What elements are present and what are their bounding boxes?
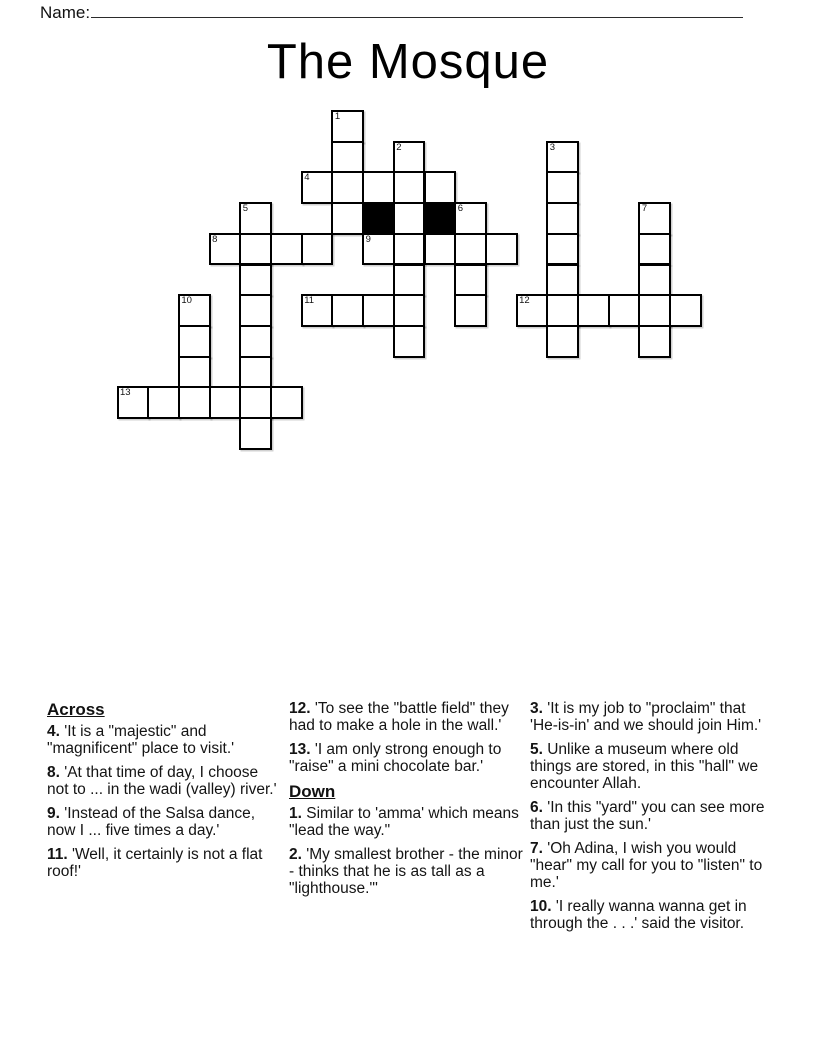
answer-cell[interactable]: [546, 233, 579, 266]
clue-number-label: 7.: [530, 840, 548, 857]
answer-cell[interactable]: [577, 294, 610, 327]
answer-cell[interactable]: [393, 202, 426, 235]
clue-number-label: 11.: [47, 846, 72, 863]
answer-cell[interactable]: [362, 294, 395, 327]
clue-13: 13. 'I am only strong enough to "raise" a mini chocolate bar.': [289, 741, 502, 775]
clue-12: 12. 'To see the "battle field" they had to make a hole in the wall.': [289, 700, 509, 734]
answer-cell[interactable]: [178, 356, 211, 389]
answer-cell[interactable]: [546, 294, 579, 327]
cell-number: 10: [181, 295, 192, 307]
clue-8: 8. 'At that time of day, I choose not to ... in the wadi (valley) river.': [47, 764, 277, 798]
answer-cell[interactable]: [393, 325, 426, 358]
clue-1: 1. Similar to 'amma' which means "lead the way.": [289, 805, 519, 839]
clue-column-2: [289, 700, 524, 904]
answer-cell[interactable]: [546, 141, 579, 174]
cell-number: 2: [396, 141, 402, 153]
answer-cell[interactable]: [239, 233, 272, 266]
clue-5: 5. Unlike a museum where old things are stored, in this "hall" we encounter Allah.: [530, 741, 759, 792]
answer-cell[interactable]: [638, 233, 671, 266]
answer-cell[interactable]: [669, 294, 702, 327]
cell-number: 4: [304, 172, 310, 184]
clue-11: 11. 'Well, it certainly is not a flat roof!': [47, 846, 263, 880]
answer-cell[interactable]: [546, 325, 579, 358]
answer-cell[interactable]: [178, 325, 211, 358]
clue-number-label: 13.: [289, 741, 315, 758]
answer-cell[interactable]: [393, 294, 426, 327]
across-header: Across: [47, 700, 105, 719]
down-header: Down: [289, 782, 336, 801]
answer-cell[interactable]: [331, 110, 364, 143]
clue-2: 2. 'My smallest brother - the minor - thinks that he is as tall as a "lighthouse."': [289, 846, 523, 897]
answer-cell[interactable]: [638, 264, 671, 297]
answer-cell[interactable]: [393, 171, 426, 204]
name-row: [40, 3, 90, 23]
cell-number: 5: [242, 203, 249, 215]
answer-cell[interactable]: [147, 386, 180, 419]
answer-cell[interactable]: [516, 294, 549, 327]
clue-column-1: [47, 700, 280, 887]
answer-cell[interactable]: [454, 294, 487, 327]
clue-number-label: 1.: [289, 805, 307, 822]
answer-cell[interactable]: [454, 202, 487, 235]
answer-cell[interactable]: [546, 264, 579, 297]
answer-cell[interactable]: [209, 386, 242, 419]
answer-cell[interactable]: [209, 233, 242, 266]
answer-cell[interactable]: [239, 356, 272, 389]
answer-cell[interactable]: [239, 264, 272, 297]
clue-number-label: 8.: [47, 764, 65, 781]
answer-cell[interactable]: [301, 294, 334, 327]
clue-3: 3. 'It is my job to "proclaim" that 'He-is-in' and we should join Him.': [530, 700, 762, 734]
clue-number-label: 12.: [289, 700, 315, 717]
clue-number-label: 6.: [530, 799, 548, 816]
answer-cell[interactable]: [638, 294, 671, 327]
black-cell: [362, 202, 395, 235]
cell-number: 3: [549, 141, 556, 153]
clue-7: 7. 'Oh Adina, I wish you would "hear" my call for you to "listen" to me.': [530, 840, 763, 891]
clue-column-3: [530, 700, 768, 939]
cell-number: 13: [120, 387, 131, 399]
cell-number: 6: [457, 203, 463, 215]
answer-cell[interactable]: [117, 386, 150, 419]
answer-cell[interactable]: [362, 171, 395, 204]
answer-cell[interactable]: [178, 386, 211, 419]
answer-cell[interactable]: [424, 171, 457, 204]
answer-cell[interactable]: [546, 171, 579, 204]
cell-number: 1: [334, 111, 341, 122]
name-label: Name:: [40, 3, 91, 22]
answer-cell[interactable]: [239, 325, 272, 358]
clue-6: 6. 'In this "yard" you can see more than just the sun.': [530, 799, 765, 833]
cell-number: 9: [365, 233, 371, 245]
answer-cell[interactable]: [270, 233, 303, 266]
answer-cell[interactable]: [638, 325, 671, 358]
answer-cell[interactable]: [362, 233, 395, 266]
answer-cell[interactable]: [393, 141, 426, 174]
name-blank-line[interactable]: [91, 0, 743, 18]
clue-number-label: 5.: [530, 741, 548, 758]
cell-number: 12: [519, 295, 530, 307]
answer-cell[interactable]: [331, 171, 364, 204]
answer-cell[interactable]: [239, 294, 272, 327]
page-title: The Mosque: [266, 35, 550, 89]
answer-cell[interactable]: [424, 233, 457, 266]
cell-number: 7: [641, 203, 648, 215]
answer-cell[interactable]: [454, 264, 487, 297]
answer-cell[interactable]: [546, 202, 579, 235]
answer-cell[interactable]: [178, 294, 211, 327]
clue-number-label: 10.: [530, 898, 556, 915]
answer-cell[interactable]: [393, 233, 426, 266]
answer-cell[interactable]: [301, 233, 334, 266]
answer-cell[interactable]: [239, 417, 272, 450]
answer-cell[interactable]: [485, 233, 518, 266]
answer-cell[interactable]: [454, 233, 487, 266]
clue-10: 10. 'I really wanna wanna get in through the . . .' said the visitor.: [530, 898, 747, 932]
black-cell: [424, 202, 457, 235]
answer-cell[interactable]: [239, 386, 272, 419]
answer-cell[interactable]: [331, 202, 364, 235]
cell-number: 8: [212, 233, 218, 245]
answer-cell[interactable]: [270, 386, 303, 419]
clue-9: 9. 'Instead of the Salsa dance, now I ... five times a day.': [47, 805, 256, 839]
clue-4: 4. 'It is a "majestic" and "magnificent" place to visit.': [47, 723, 235, 757]
answer-cell[interactable]: [331, 294, 364, 327]
clue-number-label: 4.: [47, 723, 65, 740]
answer-cell[interactable]: [608, 294, 641, 327]
clue-number-label: 3.: [530, 700, 548, 717]
answer-cell[interactable]: [301, 171, 334, 204]
clue-number-label: 9.: [47, 805, 65, 822]
clue-number-label: 2.: [289, 846, 307, 863]
answer-cell[interactable]: [331, 141, 364, 174]
answer-cell[interactable]: [239, 202, 272, 235]
answer-cell[interactable]: [638, 202, 671, 235]
answer-cell[interactable]: [393, 264, 426, 297]
cell-number: 11: [304, 295, 315, 307]
